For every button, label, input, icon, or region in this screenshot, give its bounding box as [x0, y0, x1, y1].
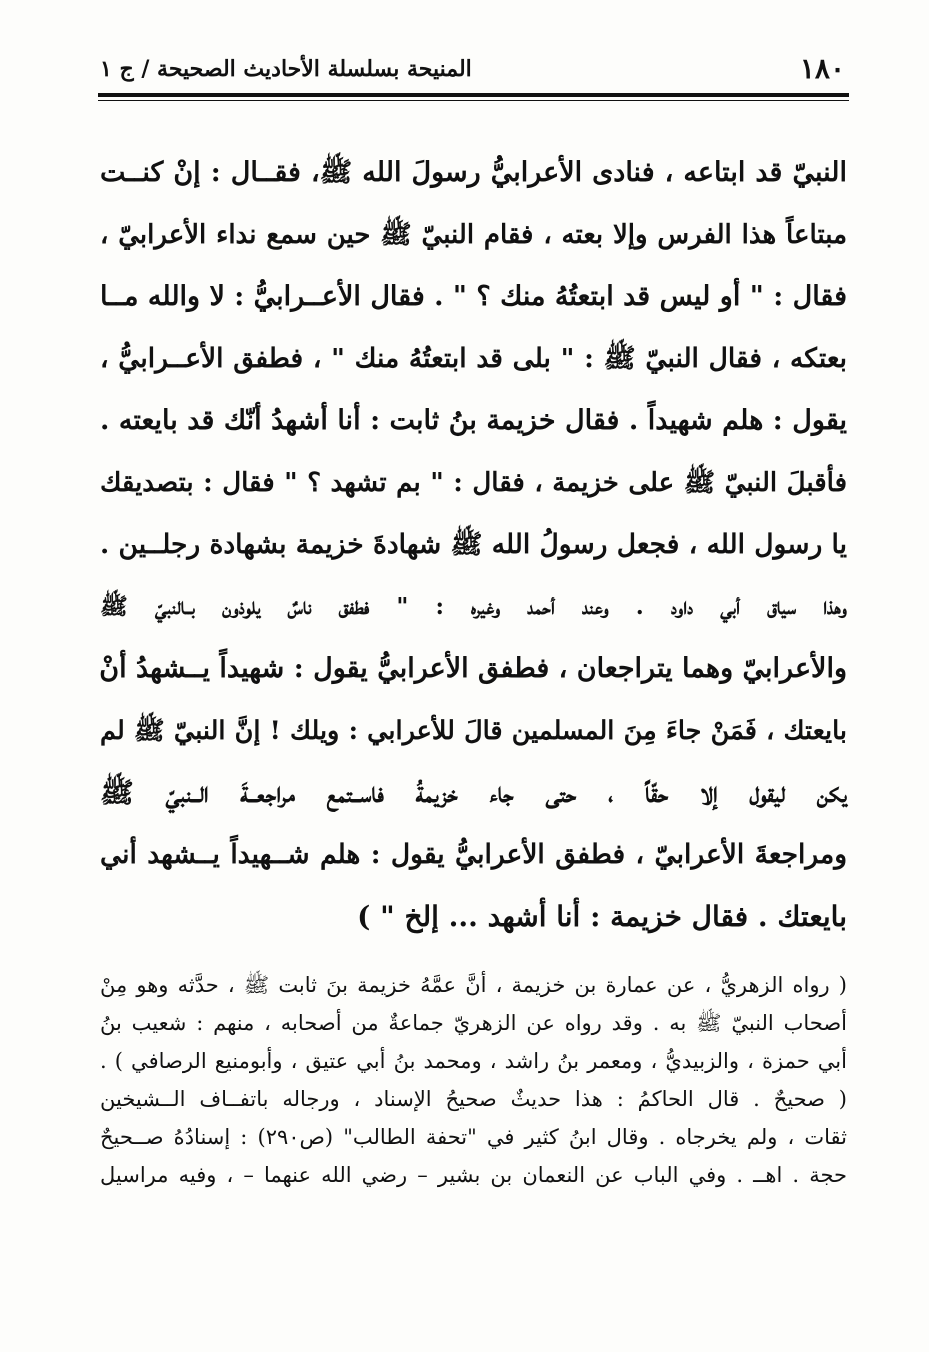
main-text-line: مبتاعاً هذا الفرس وإلا بعته ، فقام النبيّ ﷺ حين سمع نداء الأعرابيّ ،: [100, 220, 847, 250]
main-text-line: فقال : " أو ليس قد ابتعتُهُ منك ؟ " . فقال الأعــرابيُّ : لا والله مــا: [100, 281, 847, 312]
main-text-line: يكن ليقول إلا حقّاً ، حتى جاء خزيمةُ فاســتمع مراجعــةَ الــنبيّ ﷺ: [100, 776, 847, 809]
main-text-line: النبيّ قد ابتاعه ، فنادى الأعرابيُّ رسولَ الله ﷺ، فقــال : إنْ كنــت: [100, 157, 847, 188]
main-text-line: والأعرابيّ وهما يتراجعان ، فطفق الأعرابيُّ يقول : شهيداً يــشهدُ أنْ: [99, 653, 847, 684]
footnote-line: حجة . اهــ . وفي الباب عن النعمان بن بشير – رضي الله عنهما – ، وفيه مراسيل: [100, 1163, 847, 1187]
footnote-line: أبي حمزة ، والزبيديُّ ، ومعمر بنُ راشد ، ومحمد بنُ أبي عتيق ، وأبومنيع الرصافي ) .: [100, 1049, 847, 1073]
main-text-line: يقول : هلم شهيداً . فقال خزيمة بنُ ثابت : أنا أشهدُ أنّك قد بايعته .: [100, 405, 847, 436]
footnote-line: ( رواه الزهريُّ ، عن عمارة بن خزيمة ، أنَّ عمَّهُ خزيمة بنَ ثابت ﷺ ، حدَّثه وهو مِنْ: [100, 973, 847, 997]
running-header: [100, 52, 845, 92]
footnote-line: ثقات ، ولم يخرجاه . وقال ابنُ كثير في "تحفة الطالب" (ص٢٩٠) : إسنادُهُ صــحيحٌ: [100, 1125, 847, 1149]
footnote-line: ( صحيحٌ . قال الحاكمُ : هذا حديثٌ صحيحُ الإسناد ، ورجاله باتفــاف الــشيخين: [100, 1087, 847, 1111]
book-title: المنيحة بسلسلة الأحاديث الصحيحة / ج ١: [100, 56, 472, 82]
main-text-line: ومراجعةَ الأعرابيّ ، فطفق الأعرابيُّ يقول : هلم شــهيداً يــشهد أني: [100, 839, 847, 870]
footnote-line: أصحاب النبيّ ﷺ به . وقد رواه عن الزهريّ جماعةٌ من أصحابه ، منهم : شعيب بنُ: [100, 1011, 847, 1035]
main-text-line: يا رسول الله ، فجعل رسولُ الله ﷺ شهادةَ خزيمة بشهادة رجلــين .: [100, 529, 847, 560]
footnote-text: [100, 968, 847, 1196]
main-text-line: بعتكه ، فقال النبيّ ﷺ : " بلى قد ابتعتُهُ منك " ، فطفق الأعــرابيُّ ،: [100, 343, 847, 374]
header-rule-thick: [98, 93, 849, 97]
main-text-line: بايعتك . فقال خزيمة : أنا أشهد ... إلخ " ): [357, 900, 847, 933]
main-text: [100, 150, 847, 956]
main-text-line: بايعتك ، فَمَنْ جاءَ مِنَ المسلمين قالَ للأعرابي : ويلك ! إنَّ النبيّ ﷺ لم: [100, 716, 847, 746]
header-rule-thin: [98, 100, 849, 101]
main-text-line: فأقبلَ النبيّ ﷺ على خزيمة ، فقال : " بم تشهد ؟ " فقال : بتصديقك: [100, 468, 847, 498]
page-number: ١٨٠: [799, 52, 845, 85]
main-text-line: وهذا سياق أبي داود . وعند أحمد وغيره : " فطفق ناسٌ يلوذون بــالنبيّ ﷺ: [100, 593, 847, 620]
